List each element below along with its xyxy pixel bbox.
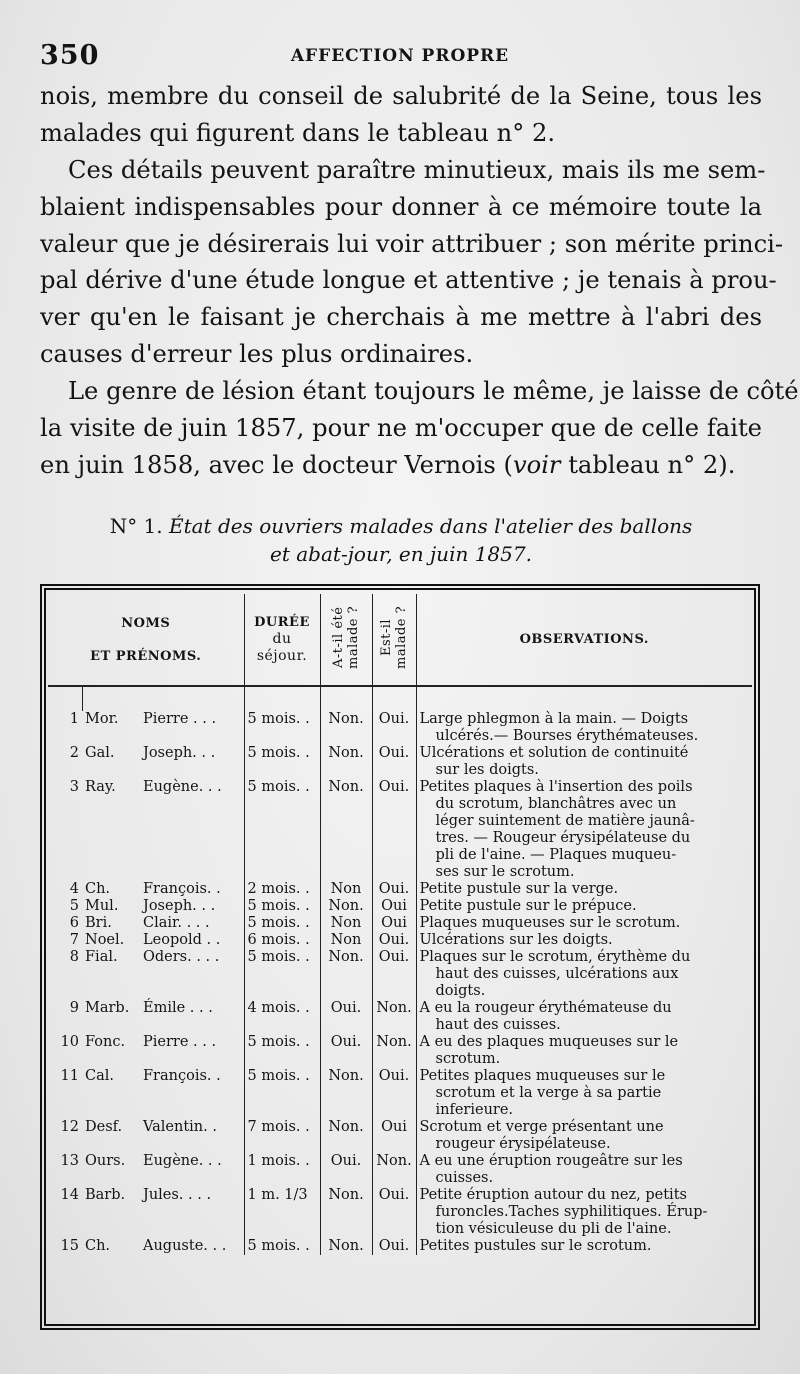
observation-line: ulcérés.— Bourses érythémateuses. <box>435 728 699 744</box>
row-first-name: Clair. . . . <box>143 915 210 931</box>
table-row <box>48 915 752 932</box>
row-number: 7 <box>69 932 79 948</box>
body-text-run: en juin 1858, avec le docteur Vernois ( <box>40 450 513 479</box>
body-line: causes d'erreur les plus ordinaires. <box>40 340 474 369</box>
body-line: malades qui figurent dans le tableau n° 2. <box>40 118 556 147</box>
row-observations <box>416 1153 752 1187</box>
row-first-name: François. . <box>143 1068 221 1084</box>
row-first-name: Leopold . . <box>143 932 221 948</box>
observation-line: Plaques sur le scrotum, érythème du <box>419 949 691 965</box>
observation-line: tres. — Rougeur érysipélateuse du <box>435 830 691 846</box>
row-name <box>82 1238 244 1255</box>
table-spacer-row <box>48 686 752 711</box>
observation-line: léger suintement de matière jaunâ- <box>435 813 695 829</box>
row-duration: 5 mois. . <box>244 745 320 779</box>
caption-title: État des ouvriers malades dans l'atelier des ballons <box>169 514 693 538</box>
row-duration: 2 mois. . <box>244 881 320 898</box>
row-number: 6 <box>69 915 79 931</box>
observation-line: doigts. <box>435 983 486 999</box>
row-first-name: Joseph. . . <box>143 745 216 761</box>
row-number: 14 <box>60 1187 79 1203</box>
table-row <box>48 898 752 915</box>
caption-line-2: et abat-jour, en juin 1857. <box>270 542 532 566</box>
row-was-ill: Non. <box>320 1068 372 1119</box>
row-is-ill: Oui. <box>372 1187 416 1238</box>
row-duration: 1 mois. . <box>244 1153 320 1187</box>
observation-line: tion vésiculeuse du pli de l'aine. <box>435 1221 672 1237</box>
row-number: 5 <box>69 898 79 914</box>
header-is-ill-label: Est-il malade ? <box>379 605 409 669</box>
row-was-ill: Non. <box>320 1119 372 1153</box>
row-name <box>82 932 244 949</box>
row-surname: Gal. <box>85 745 115 761</box>
header-names-bottom: ET PRÉNOMS. <box>90 648 202 664</box>
row-surname: Ours. <box>85 1153 126 1169</box>
row-name <box>82 898 244 915</box>
observation-line: Plaques muqueuses sur le scrotum. <box>419 915 681 931</box>
table-row <box>48 745 752 779</box>
row-observations <box>416 1238 752 1255</box>
row-observations <box>416 745 752 779</box>
row-is-ill: Oui. <box>372 745 416 779</box>
caption-number: N° 1. <box>109 514 163 538</box>
row-was-ill: Non <box>320 881 372 898</box>
row-duration: 5 mois. . <box>244 779 320 881</box>
observation-line: scrotum. <box>435 1051 501 1067</box>
row-number: 1 <box>69 711 79 727</box>
observation-line: rougeur érysipélateuse. <box>435 1136 611 1152</box>
row-was-ill: Non <box>320 915 372 932</box>
header-names-top: NOMS <box>121 615 171 631</box>
row-surname: Fonc. <box>85 1034 126 1050</box>
row-name <box>82 1034 244 1068</box>
table-row <box>48 1187 752 1238</box>
row-observations <box>416 881 752 898</box>
row-surname: Mul. <box>85 898 119 914</box>
row-duration: 5 mois. . <box>244 949 320 1000</box>
row-number: 15 <box>60 1238 79 1254</box>
body-text <box>40 78 799 484</box>
body-line: Ces détails peuvent paraître minutieux, mais ils me sem- <box>68 155 766 184</box>
table-row <box>48 1119 752 1153</box>
row-name <box>82 881 244 898</box>
row-name <box>82 1068 244 1119</box>
row-first-name: Jules. . . . <box>143 1187 212 1203</box>
row-duration: 5 mois. . <box>244 1238 320 1255</box>
body-line: blaient indispensables pour donner à ce mémoire toute la <box>40 192 762 221</box>
row-was-ill: Non. <box>320 1187 372 1238</box>
row-name <box>82 745 244 779</box>
row-name <box>82 915 244 932</box>
row-first-name: Eugène. . . <box>143 1153 222 1169</box>
row-name <box>82 1187 244 1238</box>
table-row <box>48 1000 752 1034</box>
header-observations: OBSERVATIONS. <box>416 594 752 686</box>
row-observations <box>416 1000 752 1034</box>
row-observations <box>416 1119 752 1153</box>
row-was-ill: Non. <box>320 711 372 745</box>
observation-line: Petite éruption autour du nez, petits <box>419 1187 687 1203</box>
row-number: 2 <box>69 745 79 761</box>
table-header-row <box>48 594 752 686</box>
row-was-ill: Oui. <box>320 1000 372 1034</box>
observation-line: A eu une éruption rougeâtre sur les <box>419 1153 683 1169</box>
observation-line: Petites pustules sur le scrotum. <box>419 1238 652 1254</box>
observation-line: sur les doigts. <box>435 762 539 778</box>
row-first-name: Oders. . . . <box>143 949 220 965</box>
page-header <box>40 40 760 70</box>
row-name <box>82 949 244 1000</box>
row-duration: 5 mois. . <box>244 1034 320 1068</box>
body-line: la visite de juin 1857, pour ne m'occuper que de celle faite <box>40 414 762 443</box>
row-first-name: Pierre . . . <box>143 711 217 727</box>
row-observations <box>416 1068 752 1119</box>
row-number: 12 <box>60 1119 79 1135</box>
row-was-ill: Oui. <box>320 1034 372 1068</box>
row-surname: Noel. <box>85 932 125 948</box>
body-line: nois, membre du conseil de salubrité de la Seine, tous les <box>40 82 762 110</box>
observation-line: Ulcérations et solution de continuité <box>419 745 689 761</box>
row-is-ill: Oui <box>372 1119 416 1153</box>
row-first-name: Pierre . . . <box>143 1034 217 1050</box>
row-observations <box>416 1034 752 1068</box>
body-line: valeur que je désirerais lui voir attribuer ; son mérite princi- <box>40 229 784 258</box>
row-is-ill: Oui. <box>372 711 416 745</box>
row-duration: 1 m. 1/3 <box>244 1187 320 1238</box>
row-observations <box>416 915 752 932</box>
row-observations <box>416 949 752 1000</box>
row-was-ill: Oui. <box>320 1153 372 1187</box>
header-was-ill <box>320 594 372 686</box>
body-line-last <box>40 447 762 484</box>
row-observations <box>416 779 752 881</box>
observation-line: Large phlegmon à la main. — Doigts <box>419 711 689 727</box>
row-observations <box>416 711 752 745</box>
row-duration: 7 mois. . <box>244 1119 320 1153</box>
row-is-ill: Non. <box>372 1034 416 1068</box>
row-was-ill: Non. <box>320 949 372 1000</box>
observation-line: Petites plaques muqueuses sur le <box>419 1068 666 1084</box>
row-surname: Ray. <box>85 779 116 795</box>
observation-line: pli de l'aine. — Plaques muqueu- <box>435 847 677 863</box>
row-surname: Ch. <box>85 1238 111 1254</box>
header-is-ill <box>372 594 416 686</box>
observation-line: furoncles.Taches syphilitiques. Érup- <box>435 1204 708 1220</box>
row-duration: 5 mois. . <box>244 915 320 932</box>
observation-line: haut des cuisses, ulcérations aux <box>435 966 679 982</box>
patients-table <box>48 594 752 1255</box>
observation-line: ses sur le scrotum. <box>435 864 575 880</box>
row-duration: 5 mois. . <box>244 1068 320 1119</box>
body-line: pal dérive d'une étude longue et attentive ; je tenais à prou- <box>40 266 777 295</box>
observation-line: A eu la rougeur érythémateuse du <box>419 1000 672 1016</box>
table-row <box>48 1034 752 1068</box>
row-is-ill: Oui. <box>372 949 416 1000</box>
row-surname: Bri. <box>85 915 112 931</box>
table-row <box>48 881 752 898</box>
body-line: Le genre de lésion étant toujours le même, je laisse de côté <box>68 377 799 406</box>
table-row <box>48 1238 752 1255</box>
row-duration: 4 mois. . <box>244 1000 320 1034</box>
row-surname: Ch. <box>85 881 111 897</box>
row-first-name: Émile . . . <box>143 1000 213 1016</box>
observation-line: A eu des plaques muqueuses sur le <box>419 1034 679 1050</box>
table-row <box>48 779 752 881</box>
row-is-ill: Oui. <box>372 1068 416 1119</box>
observation-line: Petite pustule sur la verge. <box>419 881 619 897</box>
row-is-ill: Non. <box>372 1153 416 1187</box>
row-name <box>82 1119 244 1153</box>
row-surname: Desf. <box>85 1119 123 1135</box>
row-is-ill: Oui <box>372 915 416 932</box>
header-names <box>48 594 244 686</box>
observation-line: haut des cuisses. <box>435 1017 561 1033</box>
row-was-ill: Non. <box>320 1238 372 1255</box>
body-line: ver qu'en le faisant je cherchais à me mettre à l'abri des <box>40 303 762 332</box>
row-surname: Cal. <box>85 1068 114 1084</box>
row-first-name: François. . <box>143 881 221 897</box>
caption-line-1 <box>40 512 762 540</box>
header-was-ill-label: A-t-il été malade ? <box>331 605 361 669</box>
page-number: 350 <box>40 40 100 71</box>
body-text-run: tableau n° 2). <box>560 450 736 479</box>
header-duration-3: séjour. <box>256 648 308 664</box>
row-surname: Barb. <box>85 1187 126 1203</box>
row-was-ill: Non. <box>320 745 372 779</box>
running-head: AFFECTION PROPRE <box>290 46 510 66</box>
row-is-ill: Oui. <box>372 1238 416 1255</box>
header-duration-2: du <box>272 631 292 647</box>
observation-line: Petites plaques à l'insertion des poils <box>419 779 693 795</box>
row-duration: 5 mois. . <box>244 898 320 915</box>
row-first-name: Valentin. . <box>143 1119 217 1135</box>
table-body <box>48 686 752 1255</box>
row-observations <box>416 932 752 949</box>
row-duration: 5 mois. . <box>244 711 320 745</box>
observation-line: Scrotum et verge présentant une <box>419 1119 664 1135</box>
row-observations <box>416 1187 752 1238</box>
row-name <box>82 711 244 745</box>
table-caption <box>40 512 762 568</box>
table-row <box>48 949 752 1000</box>
row-number: 8 <box>69 949 79 965</box>
table-row <box>48 1068 752 1119</box>
table-row <box>48 711 752 745</box>
row-first-name: Auguste. . . <box>143 1238 227 1254</box>
row-name <box>82 1000 244 1034</box>
row-is-ill: Oui. <box>372 779 416 881</box>
body-italic-run: voir <box>512 450 561 479</box>
row-is-ill: Oui <box>372 898 416 915</box>
header-duration <box>244 594 320 686</box>
row-observations <box>416 898 752 915</box>
row-name <box>82 1153 244 1187</box>
table-row <box>48 932 752 949</box>
row-surname: Mor. <box>85 711 119 727</box>
row-name <box>82 779 244 881</box>
row-number: 9 <box>69 1000 79 1016</box>
row-duration: 6 mois. . <box>244 932 320 949</box>
row-number: 11 <box>60 1068 79 1084</box>
row-surname: Marb. <box>85 1000 130 1016</box>
observation-line: Petite pustule sur le prépuce. <box>419 898 637 914</box>
observation-line: cuisses. <box>435 1170 494 1186</box>
row-is-ill: Non. <box>372 1000 416 1034</box>
observation-line: du scrotum, blanchâtres avec un <box>435 796 677 812</box>
row-was-ill: Non. <box>320 898 372 915</box>
row-number: 3 <box>69 779 79 795</box>
table-row <box>48 1153 752 1187</box>
observation-line: scrotum et la verge à sa partie <box>435 1085 662 1101</box>
row-was-ill: Non <box>320 932 372 949</box>
row-is-ill: Oui. <box>372 881 416 898</box>
row-was-ill: Non. <box>320 779 372 881</box>
header-duration-1: DURÉE <box>254 615 310 630</box>
row-number: 10 <box>60 1034 79 1050</box>
row-first-name: Joseph. . . <box>143 898 216 914</box>
observation-line: Ulcérations sur les doigts. <box>419 932 613 948</box>
row-first-name: Eugène. . . <box>143 779 222 795</box>
row-number: 13 <box>60 1153 79 1169</box>
row-surname: Fial. <box>85 949 118 965</box>
row-number: 4 <box>69 881 79 897</box>
row-is-ill: Oui. <box>372 932 416 949</box>
observation-line: inferieure. <box>435 1102 514 1118</box>
